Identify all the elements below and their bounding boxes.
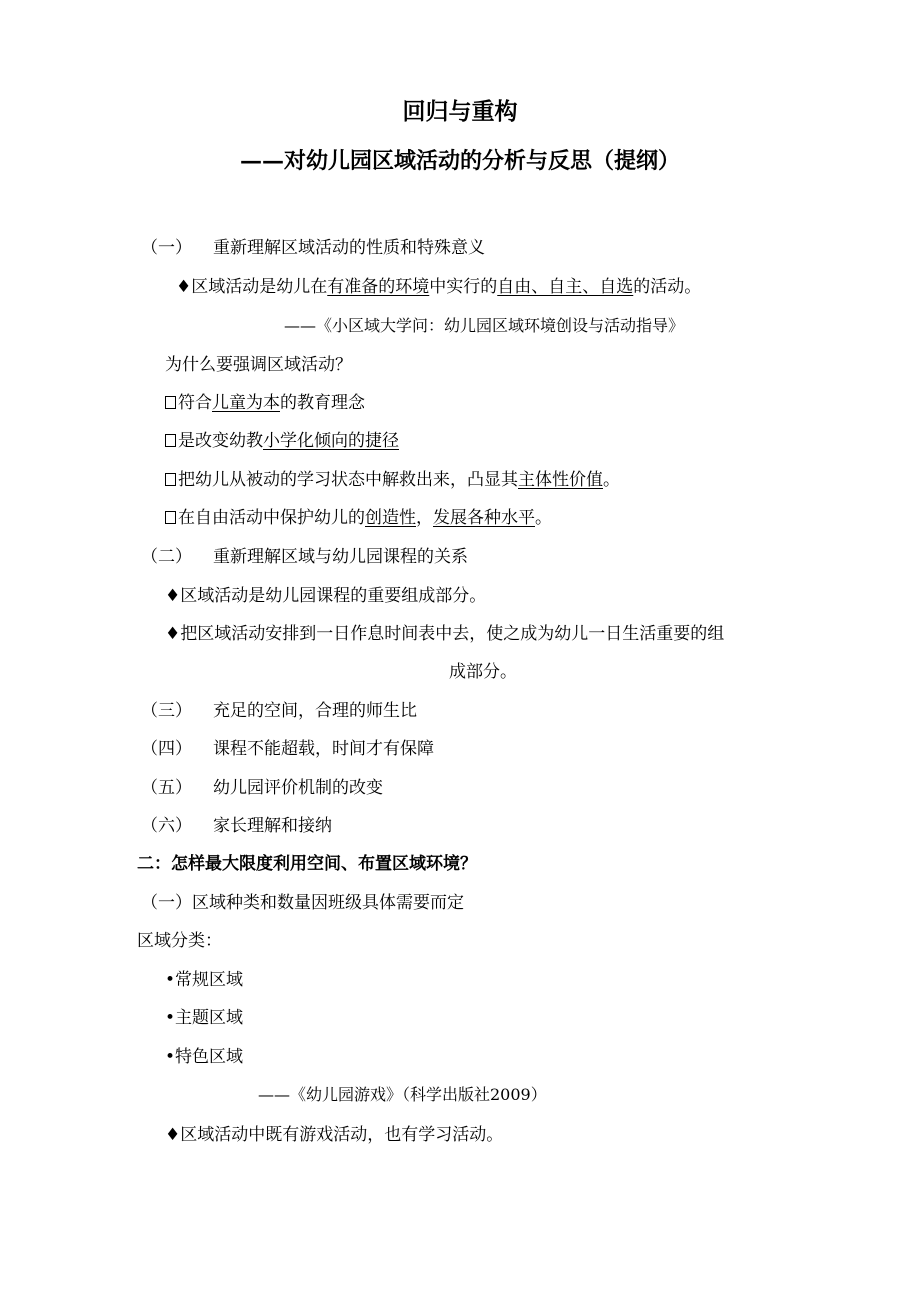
list-item: •常规区域 bbox=[165, 970, 244, 990]
section-6-heading bbox=[141, 815, 332, 837]
section-3-heading bbox=[141, 700, 417, 722]
reason-3 bbox=[165, 469, 620, 491]
section-2-bullet-1: ♦区域活动是幼儿园课程的重要组成部分。 bbox=[165, 586, 487, 606]
part-2-last-bullet: ♦区域活动中既有游戏活动，也有学习活动。 bbox=[165, 1125, 504, 1145]
reason-1-text-2: 的教育理念 bbox=[280, 393, 365, 413]
section-4-number: （四） bbox=[141, 739, 192, 759]
section-2-bullet-2-cont: 成部分。 bbox=[449, 662, 517, 682]
section-2-heading bbox=[141, 546, 468, 568]
section-2-text: 重新理解区域与幼儿园课程的关系 bbox=[213, 547, 468, 567]
section-4-text: 课程不能超载，时间才有保障 bbox=[213, 739, 434, 759]
classification-label: 区域分类： bbox=[137, 931, 222, 951]
reason-1-text-1: 符合 bbox=[178, 393, 212, 413]
why-question: 为什么要强调区域活动？ bbox=[165, 355, 352, 375]
section-1-number: （一） bbox=[141, 238, 192, 258]
section-4-heading bbox=[141, 738, 434, 760]
reason-3-text-2: 。 bbox=[603, 470, 620, 490]
section-5-number: （五） bbox=[141, 778, 192, 798]
definition-underline-1: 有准备的环境 bbox=[327, 277, 430, 297]
diamond-bullet-icon: ♦ bbox=[176, 277, 192, 297]
section-3-text: 充足的空间，合理的师生比 bbox=[213, 701, 417, 721]
reason-2-text-1: 是改变幼教 bbox=[178, 431, 263, 451]
list-item: •特色区域 bbox=[165, 1047, 244, 1067]
section-2-number: （二） bbox=[141, 547, 192, 567]
reason-2-underline: 小学化倾向的捷径 bbox=[263, 431, 399, 451]
section-6-number: （六） bbox=[141, 816, 192, 836]
reason-1 bbox=[165, 392, 365, 414]
definition-text-3: 的活动。 bbox=[633, 277, 702, 297]
reason-4-text-2: ， bbox=[416, 508, 433, 528]
definition-citation: ——《小区域大学问：幼儿园区域环境创设与活动指导》 bbox=[284, 316, 685, 335]
checkbox-square-icon bbox=[165, 473, 176, 486]
list-item: •主题区域 bbox=[165, 1008, 244, 1028]
part-2-citation: ——《幼儿园游戏》（科学出版社2009） bbox=[258, 1085, 547, 1104]
reason-4-text-1: 在自由活动中保护幼儿的 bbox=[178, 508, 365, 528]
reason-4-underline-1: 创造性 bbox=[365, 508, 416, 528]
reason-4 bbox=[165, 507, 552, 529]
checkbox-square-icon bbox=[165, 396, 176, 409]
reason-2 bbox=[165, 430, 399, 452]
definition-text-2: 中实行的 bbox=[429, 277, 498, 297]
checkbox-square-icon bbox=[165, 511, 176, 524]
part-2-subheading: （一）区域种类和数量因班级具体需要而定 bbox=[141, 893, 464, 913]
section-1-text: 重新理解区域活动的性质和特殊意义 bbox=[213, 238, 485, 258]
reason-3-underline: 主体性价值 bbox=[518, 470, 603, 490]
reason-1-underline: 儿童为本 bbox=[212, 393, 280, 413]
reason-4-underline-2: 发展各种水平 bbox=[433, 508, 535, 528]
section-3-number: （三） bbox=[141, 701, 192, 721]
definition-underline-2: 自由、自主、自选 bbox=[497, 277, 634, 297]
section-2-bullet-2: ♦把区域活动安排到一日作息时间表中去，使之成为幼儿一日生活重要的组 bbox=[165, 624, 725, 644]
section-5-heading bbox=[141, 777, 383, 799]
definition-line bbox=[176, 276, 701, 298]
reason-4-text-3: 。 bbox=[535, 508, 552, 528]
document-subtitle: ——对幼儿园区域活动的分析与反思（提纲） bbox=[239, 148, 680, 174]
checkbox-square-icon bbox=[165, 434, 176, 447]
definition-text-1: 区域活动是幼儿在 bbox=[191, 277, 328, 297]
document-title: 回归与重构 bbox=[402, 98, 518, 125]
section-1-heading bbox=[141, 237, 485, 259]
reason-3-text-1: 把幼儿从被动的学习状态中解救出来，凸显其 bbox=[178, 470, 518, 490]
part-2-heading: 二：怎样最大限度利用空间、布置区域环境？ bbox=[137, 854, 477, 874]
section-5-text: 幼儿园评价机制的改变 bbox=[213, 778, 383, 798]
section-6-text: 家长理解和接纳 bbox=[213, 816, 332, 836]
